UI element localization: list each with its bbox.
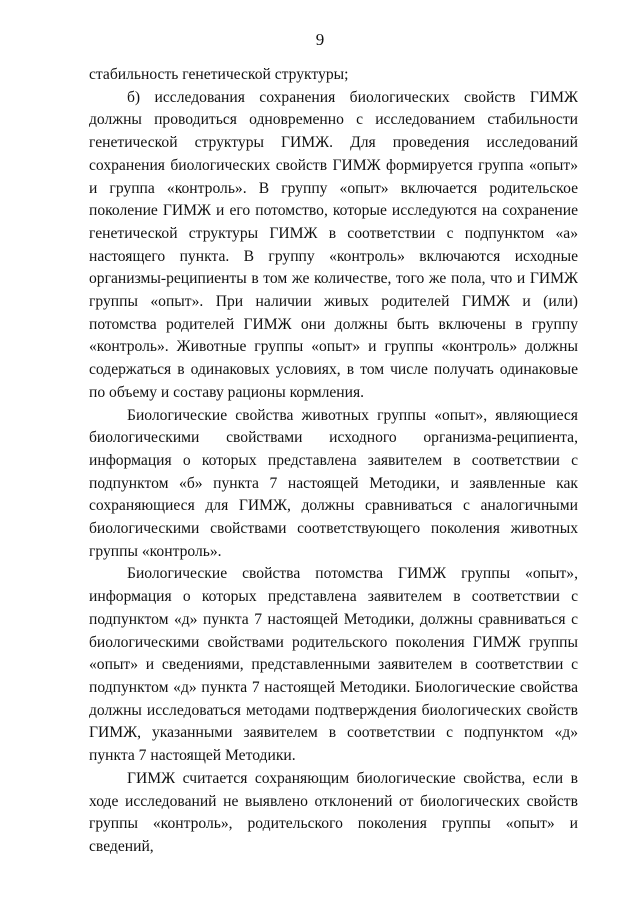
paragraph-offspring-properties: Биологические свойства потомства ГИМЖ группы «опыт», информация о которых представлена заявителем в соответствии с подпунктом «д» пункта 7 настоящей Методики, должны сравниваться с биологическими свойствами родительского поколения ГИМЖ группы «опыт» и сведениями, представленными заявителем в соответствии с подпунктом «д» пункта 7 настоящей Методики. Биологические свойства должны исследоваться методами подтверждения биологических свойств ГИМЖ, указанными заявителем в соответствии с подпунктом «д» пункта 7 настоящей Методики. (89, 565, 578, 765)
document-body (89, 64, 578, 859)
paragraph-subitem-b: б) исследования сохранения биологических свойств ГИМЖ должны проводиться одновременно с исследованием стабильности генетической структуры ГИМЖ. Для проведения исследований сохранения биологических свойств ГИМЖ формируется группа «опыт» и группа «контроль». В группу «опыт» включается родительское поколение ГИМЖ и его потомство, которые исследуются на сохранение генетической структуры ГИМЖ в соответствии с подпунктом «а» настоящего пункта. В группу «контроль» включаются исходные организмы-реципиенты в том же количестве, того же пола, что и ГИМЖ группы «опыт». При наличии живых родителей ГИМЖ и (или) потомства родителей ГИМЖ они должны быть включены в группу «контроль». Животные группы «опыт» и группы «контроль» должны содержаться в одинаковых условиях, в том числе получать одинаковые по объему и составу рационы кормления. (89, 88, 578, 401)
paragraph-conclusion-criteria: ГИМЖ считается сохраняющим биологические свойства, если в ходе исследований не выявлено отклонений от биологических свойств группы «контроль», родительского поколения группы «опыт» и сведений, (89, 769, 578, 855)
page-number: 9 (315, 30, 325, 49)
paragraph-biological-properties-comparison: Биологические свойства животных группы «опыт», являющиеся биологическими свойствами исходного организма-реципиента, информация о которых представлена заявителем в соответствии с подпунктом «б» пункта 7 настоящей Методики, и заявленные как сохраняющиеся для ГИМЖ, должны сравниваться с аналогичными биологическими свойствами соответствующего поколения животных группы «контроль». (89, 406, 578, 560)
paragraph-continuation: стабильность генетической структуры; (89, 66, 349, 83)
